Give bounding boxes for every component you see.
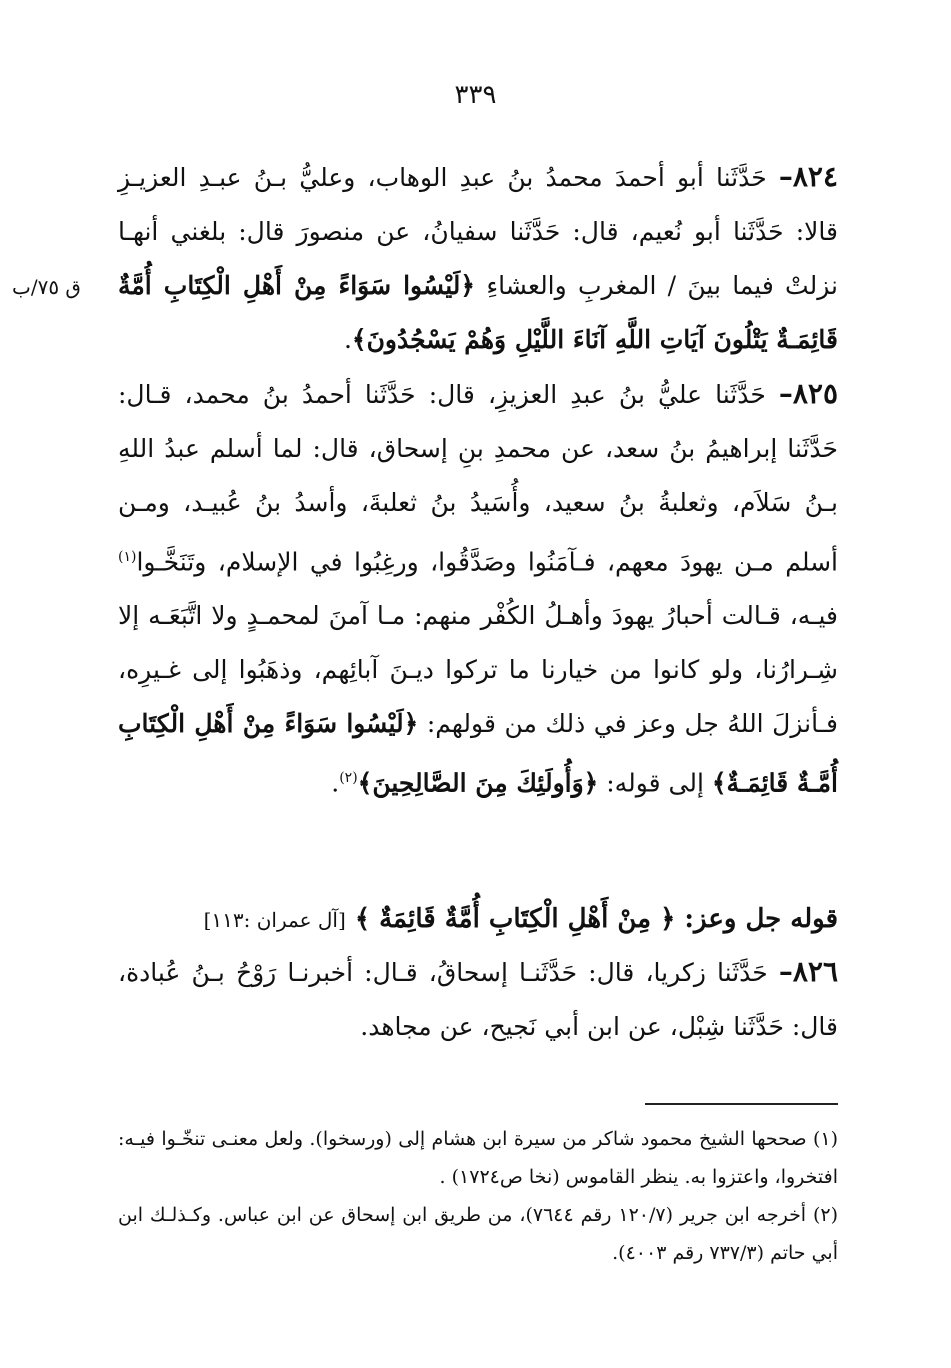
paragraph-text: .	[343, 325, 352, 354]
footnote-divider	[645, 1103, 838, 1105]
quran-verse: ﴿وَأُولَئِكَ مِنَ الصَّالِحِينَ﴾	[357, 768, 599, 798]
verse-reference: [آل عمران :١١٣]	[203, 908, 346, 932]
paragraph-text: حَدَّثَنا أبو أحمدَ محمدُ بنُ عبدِ الوهاب، وعليُّ بـنُ عبـدِ العزيـزِ قالا: حَدَّثَنا أبو نُعيم، قال: حَدَّثَنا سفيانُ، عن منصورَ قال: بلغني أنهـا نزلتْ فيما بينَ / المغربِ والعشاءِ	[118, 163, 838, 300]
paragraph-text: إلى قوله:	[598, 768, 712, 798]
hadith-number: ٨٢٥–	[778, 377, 838, 410]
paragraph-824	[118, 150, 838, 367]
paragraph-text: .	[331, 768, 340, 798]
main-text-2	[118, 945, 838, 1054]
paragraph-825	[118, 367, 838, 811]
footnote-ref[interactable]: (٢)	[339, 770, 358, 787]
heading-text: قوله جل وعز: ﴿ مِنْ أَهْلِ الْكِتَابِ أُمَّةٌ قَائِمَةٌ ﴾	[354, 904, 838, 934]
main-text	[118, 150, 838, 811]
quran-verse: ﴿لَيْسُوا سَوَاءً مِنْ أَهْلِ الْكِتَابِ أُمَّـةٌ قَائِمَـةٌ﴾	[118, 709, 838, 798]
footnote: (٢) أخرجه ابن جرير (١٢٠/٧ رقم ٧٦٤٤)، من طريق ابن إسحاق عن ابن عباس. وكـذلـك ابن أبي حاتم (٧٣٧/٣ رقم ٤٠٠٣).	[118, 1204, 839, 1264]
paragraph-text: حَدَّثَنا زكريا، قال: حَدَّثَنـا إسحاقُ، قـال: أخبرنـا رَوْحُ بـنُ عُبادة، قال: حَدَّثَنا شِبْل، عن ابن أبي نَجيح، عن مجاهد.	[118, 958, 838, 1041]
paragraph-text: حَدَّثَنا عليُّ بنُ عبدِ العزيزِ، قال: حَدَّثَنا أحمدُ بنُ محمد، قـال: حَدَّثَنا إبراهيمُ بنُ سعد، عن محمدِ بنِ إسحاق، قال: لما أسلم عبدُ اللهِ بـنُ سَلاَم، وثعلبةُ بنُ سعيد، وأُسَيدُ بنُ ثعلبةَ، وأسدُ بنُ عُبيـد، ومـن أسلم مـن يهودَ معهم، فـآمَنُوا وصَدَّقُوا، ورغِبُوا في الإسلام، وتَنَخَّـوا	[118, 380, 838, 577]
paragraph-826	[118, 945, 838, 1054]
paragraph-text: فيـه، قـالت أحبارُ يهودَ وأهـلُ الكُفْر منهم: مـا آمنَ لمحمـدٍ ولا اتَّبَعَـه إلا شِـرارُنا، ولو كانوا من خيارنا ما تركوا ديـنَ آبائِهم، وذهَبُوا إلى غـيرِه، فـأنزلَ اللهُ جل وعز في ذلك من قولهم:	[118, 601, 838, 739]
footnote: (١) صححها الشيخ محمود شاكر من سيرة ابن هشام إلى (ورسخوا). ولعل معنـى تنخّـوا فيـه: افتخروا، واعتزوا به. ينظر القاموس (نخا ص١٧٢٤) .	[118, 1128, 838, 1188]
section-heading	[118, 892, 838, 947]
hadith-number: ٨٢٤–	[778, 160, 838, 193]
footnote-ref[interactable]: (١)	[118, 549, 137, 565]
footnotes	[118, 1120, 838, 1272]
quran-verse: ﴿لَيْسُوا سَوَاءً مِنْ أَهْلِ الْكِتَابِ أُمَّةٌ قَائِمَـةٌ يَتْلُونَ آيَاتِ اللَّهِ آنَاءَ اللَّيْلِ وَهُمْ يَسْجُدُونَ﴾	[118, 271, 838, 354]
margin-folio-note: ق ٧٥/ب	[12, 275, 81, 299]
page-number: ٣٣٩	[454, 80, 497, 110]
hadith-number: ٨٢٦–	[778, 955, 838, 988]
